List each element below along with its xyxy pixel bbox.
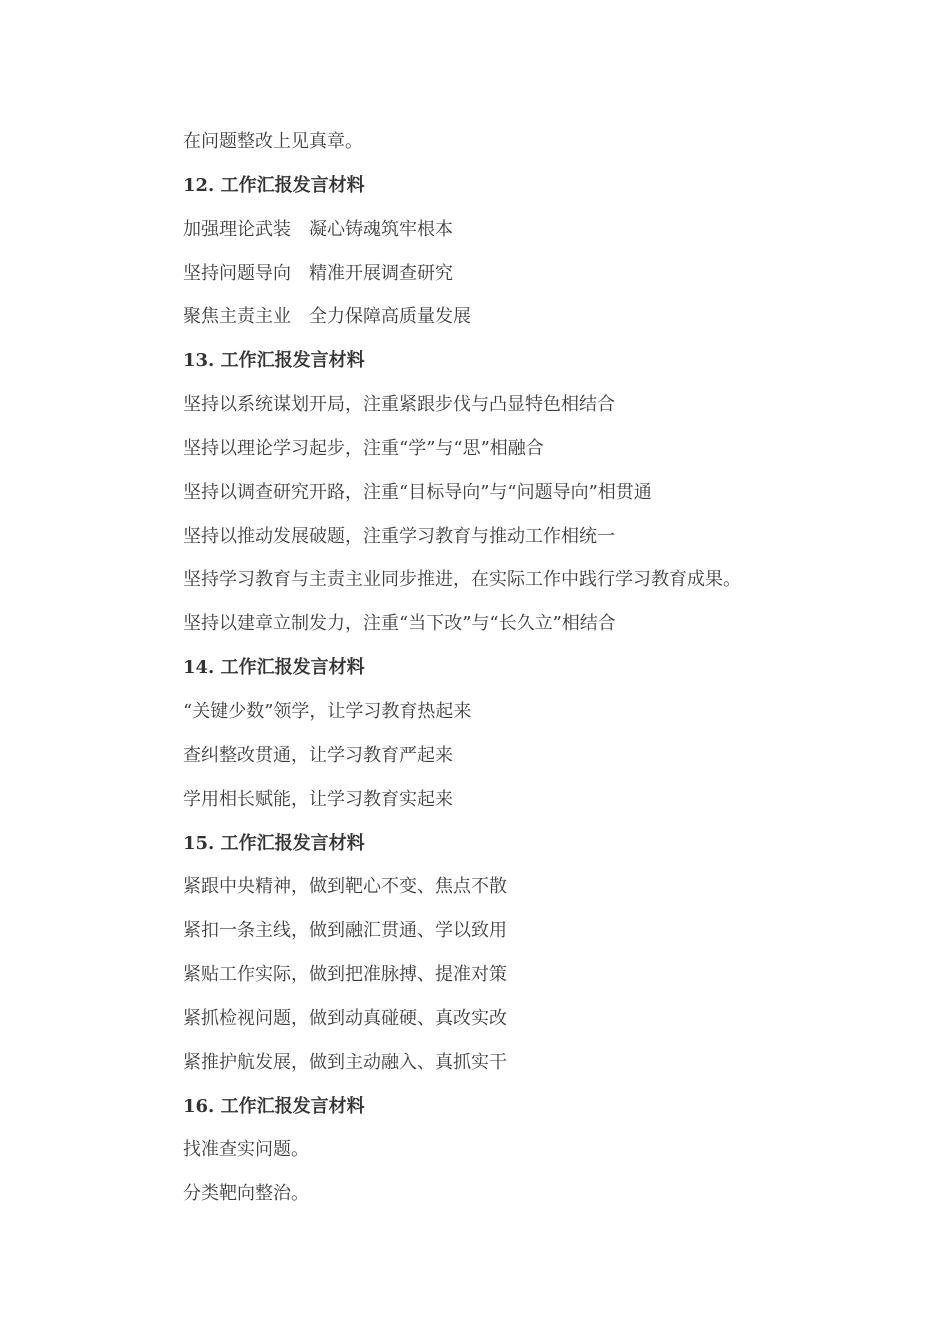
list-item: 聚焦主责主业 全力保障高质量发展 [183, 306, 471, 328]
list-item: 学用相长赋能，让学习教育实起来 [183, 788, 453, 810]
paragraph: 在问题整改上见真章。 [183, 131, 363, 152]
list-item: 紧抓检视问题，做到动真碰硬、真改实改 [183, 1007, 507, 1029]
section-heading-13: 13. 工作汇报发言材料 [183, 350, 365, 372]
section-heading-15: 15. 工作汇报发言材料 [183, 832, 365, 854]
list-item: 紧跟中央精神，做到靶心不变、焦点不散 [183, 876, 507, 898]
list-item: 加强理论武装 凝心铸魂筑牢根本 [183, 218, 453, 240]
list-item: 坚持以建章立制发力，注重“当下改”与“长久立”相结合 [183, 613, 616, 635]
section-heading-14: 14. 工作汇报发言材料 [183, 657, 365, 679]
section-heading-16: 16. 工作汇报发言材料 [183, 1095, 365, 1117]
list-item: 紧贴工作实际，做到把准脉搏、提准对策 [183, 964, 507, 986]
list-item: 坚持以系统谋划开局，注重紧跟步伐与凸显特色相结合 [183, 394, 615, 416]
list-item: 坚持以理论学习起步，注重“学”与“思”相融合 [183, 437, 544, 459]
list-item: “关键少数”领学，让学习教育热起来 [183, 700, 472, 722]
list-item: 坚持以调查研究开路，注重“目标导向”与“问题导向”相贯通 [183, 481, 652, 503]
list-item: 坚持以推动发展破题，注重学习教育与推动工作相统一 [183, 525, 615, 547]
list-item: 坚持问题导向 精准开展调查研究 [183, 262, 453, 284]
document-page [183, 128, 903, 1224]
list-item: 分类靶向整治。 [183, 1183, 309, 1205]
list-item: 紧扣一条主线，做到融汇贯通、学以致用 [183, 920, 507, 942]
section-heading-12: 12. 工作汇报发言材料 [183, 174, 365, 196]
list-item: 查纠整改贯通，让学习教育严起来 [183, 744, 453, 766]
list-item: 找准查实问题。 [183, 1139, 309, 1161]
list-item: 坚持学习教育与主责主业同步推进，在实际工作中践行学习教育成果。 [183, 569, 741, 591]
list-item: 紧推护航发展，做到主动融入、真抓实干 [183, 1051, 507, 1073]
